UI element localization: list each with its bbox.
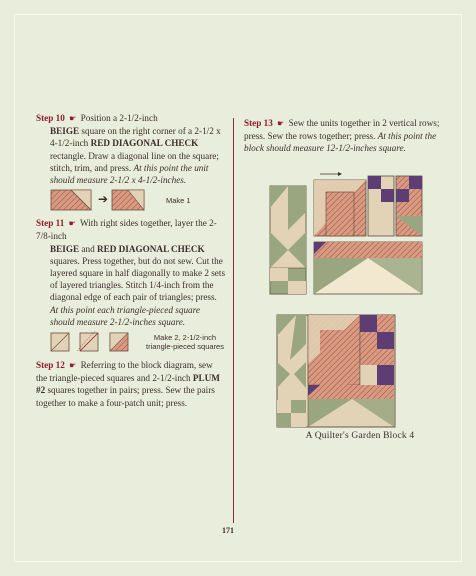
step-10-text-5: rectangle. Draw a diagonal line on the square; stitch, trim, and press. [50,150,219,173]
step-11-diagram [36,331,226,353]
step-10-text-1: Position a 2-1/2-inch [80,113,158,123]
step-10 [36,112,226,125]
step-10-text-3: square on the right corner of a 2-1/2 x 4-1/2-inch [50,126,221,149]
pointing-hand-icon: ☛ [68,219,76,229]
right-column [244,117,449,155]
step-12-plum: PLUM #2 [36,373,220,396]
step-10-beige: BEIGE [50,126,80,137]
step-11-make-line-1: Make 2, 2-1/2-inch [153,333,217,343]
step-11-measure: At this point each triangle-pieced square should measure 2-1/2-inches square. [50,304,200,327]
left-column [36,112,226,409]
step-11-make-line-2: triangle-pieced squares [146,342,224,352]
exploded-block-diagram [268,172,448,296]
step-13-measure: At this point the block should measure 12-1/2-inches square. [244,131,437,154]
pointing-hand-icon: ☛ [277,119,285,128]
step-11-beige: BEIGE [50,243,80,254]
step-11-label: Step 11 [36,218,65,229]
page-number: 171 [222,526,234,535]
step-13-text-1: Sew the units together in 2 vertical rows; press. Sew the rows together; press. [244,118,440,142]
step-12-label: Step 12 [36,360,65,371]
block-caption: A Quilter's Garden Block 4 [305,431,415,441]
step-10-measure: At this point the unit should measure 2-1/2 x 4-1/2-inches. [50,162,209,186]
step-10-body [36,125,226,186]
pointing-hand-icon: ☛ [69,114,77,123]
step-10-label: Step 10 [36,113,65,123]
step-12 [36,359,226,409]
pointing-hand-icon: ☛ [69,361,77,371]
svg-text:➔: ➔ [98,192,109,207]
flying-goose-unit-diagram [50,189,146,211]
column-divider [233,118,234,523]
completed-block-diagram [276,314,396,428]
step-11 [36,217,226,242]
step-11-text-1: With right sides together, layer the 2-7/8-inch [36,218,217,242]
step-10-red-check: RED DIAGONAL CHECK [90,138,199,149]
step-11-and: and [81,243,95,254]
step-13-label: Step 13 [244,118,273,128]
step-12-text-3: squares together in pairs; press. Sew the pairs together to make a four-patch unit; press. [36,385,215,408]
step-10-make: Make 1 [166,195,191,205]
step-10-diagram [36,189,226,211]
step-11-make [146,333,224,351]
step-12-text-1: Referring to the block diagram, sew the triangle-pieced squares and 2-1/2-inch [36,360,213,384]
step-11-text-5: squares. Press together, but do not sew. Cut the layered square in half diagonally to make 2 sets of layered triangles. Stitch 1/4-inch from the diagonal edge of each pair of triangles; press. [50,255,226,303]
triangle-square-diagram [50,331,140,353]
step-11-body [36,243,226,328]
step-13 [244,117,449,155]
step-11-red-check: RED DIAGONAL CHECK [96,243,205,254]
